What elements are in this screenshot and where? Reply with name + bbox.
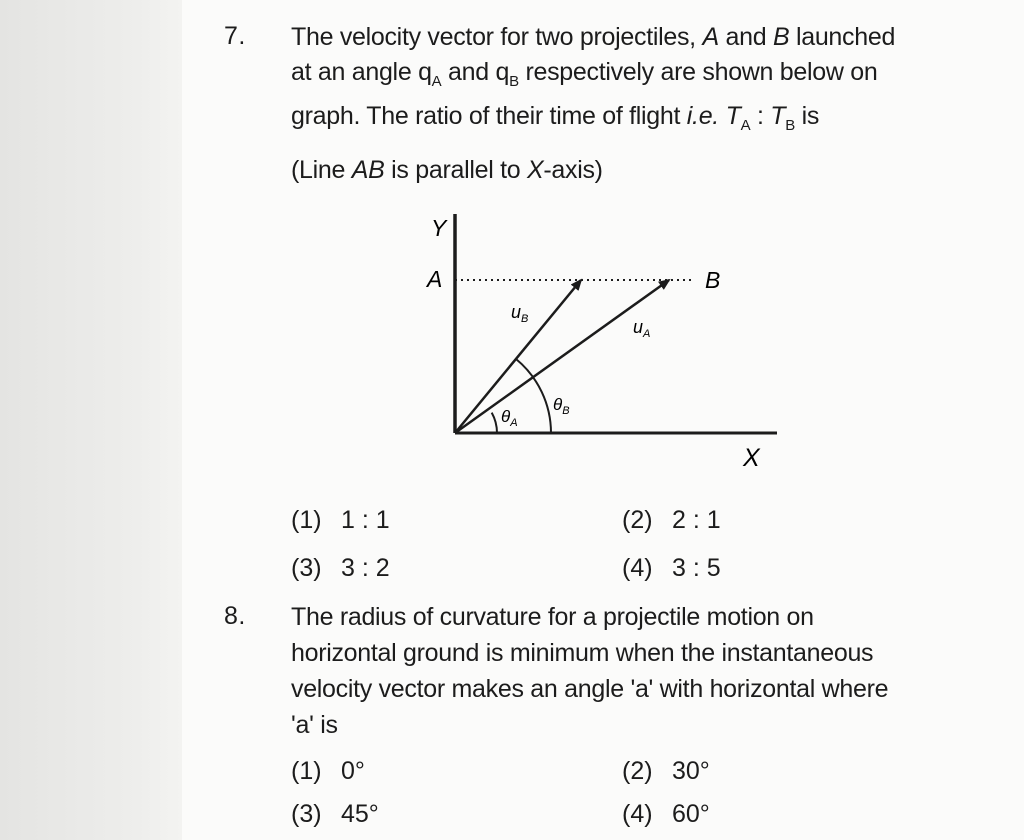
q8-text-line1: The radius of curvature for a projectile motion on	[291, 603, 814, 631]
label-u-b: $u_B$	[511, 302, 529, 325]
q8-option-1[interactable]: (1) 0°	[291, 757, 365, 785]
q7-option-2[interactable]: (2) 2 : 1	[622, 506, 721, 534]
q7-text-line4: (Line AB is parallel to X-axis)	[291, 156, 603, 184]
left-margin	[0, 0, 182, 840]
label-y-axis: Y	[431, 215, 447, 241]
label-x-axis: X	[743, 444, 760, 472]
q8-text-line4: 'a' is	[291, 711, 338, 739]
q8-number: 8.	[224, 602, 246, 630]
label-theta-b: $\theta_B$	[553, 395, 570, 417]
q7-option-4[interactable]: (4) 3 : 5	[622, 554, 721, 582]
q8-text-line2: horizontal ground is minimum when the instantaneous	[291, 639, 874, 667]
label-point-a: A	[427, 266, 443, 292]
label-u-a: $u_A$	[633, 317, 651, 340]
label-theta-a: $\theta_A$	[501, 407, 518, 429]
q8-text-line3: velocity vector makes an angle 'a' with horizontal where	[291, 675, 889, 703]
q7-option-3[interactable]: (3) 3 : 2	[291, 554, 390, 582]
q8-option-4[interactable]: (4) 60°	[622, 800, 710, 828]
q8-option-3[interactable]: (3) 45°	[291, 800, 379, 828]
q8-option-2[interactable]: (2) 30°	[622, 757, 710, 785]
q8-text	[291, 599, 981, 743]
projectile-velocity-diagram	[405, 200, 805, 490]
q7-text	[291, 20, 981, 188]
q7-number: 7.	[224, 22, 246, 50]
q7-text-line2: at an angle $q_A$ and $q_B$ respectively are shown below on	[291, 58, 878, 90]
angle-arc-theta-b	[516, 359, 551, 433]
angle-arc-theta-a	[492, 413, 497, 433]
label-point-b: B	[705, 267, 721, 293]
q7-option-1[interactable]: (1) 1 : 1	[291, 506, 390, 534]
q7-text-line1: The velocity vector for two projectiles, A and B launched	[291, 23, 896, 51]
q7-text-line3: graph. The ratio of their time of flight i.e. $T_A$ : $T_B$ is	[291, 102, 820, 134]
